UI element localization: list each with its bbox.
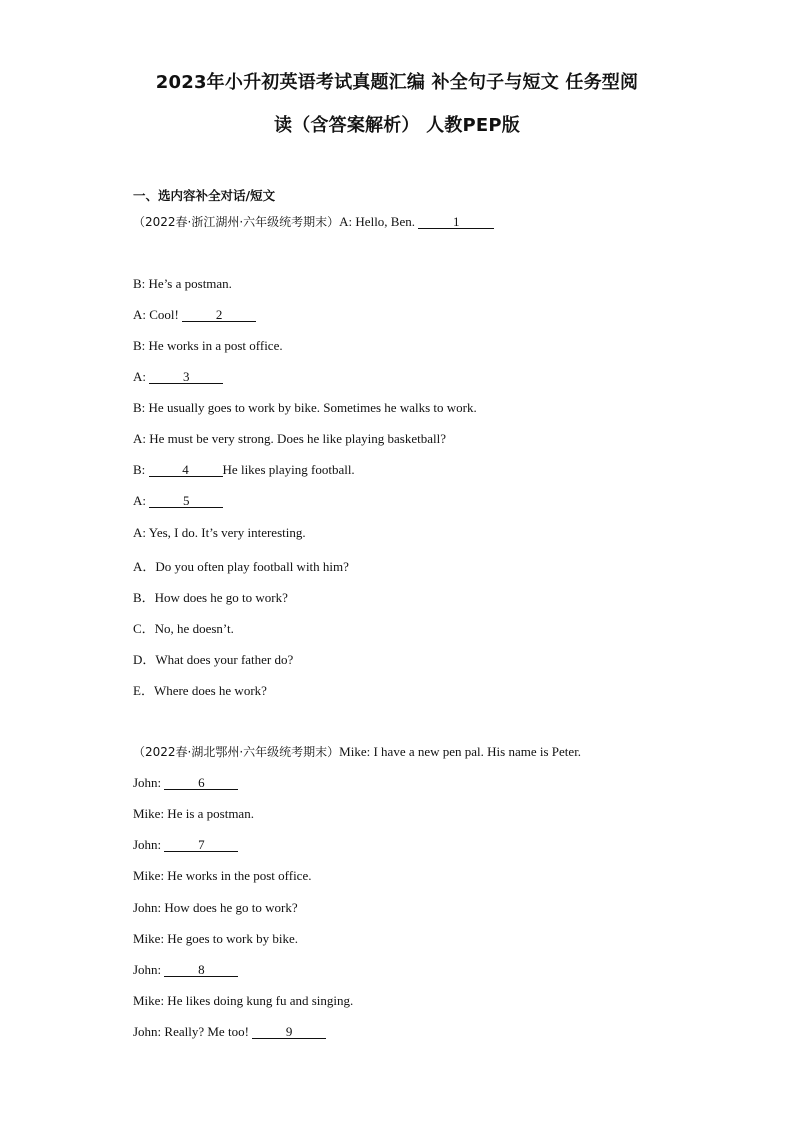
dialogue-line xyxy=(133,493,223,509)
blank-1[interactable]: 1 xyxy=(418,215,494,229)
blank-3[interactable]: 3 xyxy=(149,370,223,384)
blank-9[interactable]: 9 xyxy=(252,1025,326,1039)
dialogue-line: A: He must be very strong. Does he like playing basketball? xyxy=(133,431,447,446)
blank-5[interactable]: 5 xyxy=(149,494,223,508)
q2-intro-text: Mike: I have a new pen pal. His name is Peter. xyxy=(339,744,582,759)
dialogue-line: B: He usually goes to work by bike. Sometimes he walks to work. xyxy=(133,400,477,415)
dialogue-line: John: How does he go to work? xyxy=(133,900,298,915)
dialogue-line: A: Yes, I do. It’s very interesting. xyxy=(133,525,306,540)
dialogue-line xyxy=(133,307,256,323)
dialogue-text: He likes playing football. xyxy=(222,462,355,477)
dialogue-text: B: xyxy=(133,462,149,477)
document-title-line-1: 2023年小升初英语考试真题汇编 补全句子与短文 任务型阅 xyxy=(155,72,639,93)
dialogue-text: A: xyxy=(133,369,150,384)
blank-2[interactable]: 2 xyxy=(182,308,256,322)
answer-option-c[interactable]: C．No, he doesn’t. xyxy=(133,621,234,636)
q1-intro-text: A: Hello, Ben. xyxy=(339,214,419,229)
q1-source: （2022春·浙江湖州·六年级统考期末） xyxy=(133,215,340,229)
dialogue-text: John: xyxy=(133,962,165,977)
blank-6[interactable]: 6 xyxy=(164,776,238,790)
section-heading: 一、选内容补全对话/短文 xyxy=(133,188,276,203)
dialogue-line: Mike: He works in the post office. xyxy=(133,868,312,883)
dialogue-line: Mike: He likes doing kung fu and singing. xyxy=(133,993,354,1008)
dialogue-text: A: Cool! xyxy=(133,307,183,322)
blank-4[interactable]: 4 xyxy=(149,463,223,477)
dialogue-line xyxy=(133,1024,326,1040)
q2-source: （2022春·湖北鄂州·六年级统考期末） xyxy=(133,745,340,759)
dialogue-text: John: Really? Me too! xyxy=(133,1024,253,1039)
dialogue-line: B: He’s a postman. xyxy=(133,276,232,291)
document-title-line-2: 读（含答案解析） 人教PEP版 xyxy=(274,115,520,136)
dialogue-line xyxy=(133,369,223,385)
answer-option-a[interactable]: A．Do you often play football with him? xyxy=(133,559,349,574)
answer-option-e[interactable]: E．Where does he work? xyxy=(133,683,267,698)
answer-option-b[interactable]: B．How does he go to work? xyxy=(133,590,288,605)
dialogue-line xyxy=(133,962,238,978)
dialogue-text: A: xyxy=(133,493,150,508)
dialogue-line: Mike: He is a postman. xyxy=(133,806,254,821)
q2-intro-line xyxy=(133,743,581,760)
dialogue-text: John: xyxy=(133,775,165,790)
dialogue-text: John: xyxy=(133,837,165,852)
dialogue-line xyxy=(133,462,355,478)
dialogue-line xyxy=(133,837,238,853)
q1-intro-line xyxy=(133,213,494,230)
blank-8[interactable]: 8 xyxy=(164,963,238,977)
dialogue-line: Mike: He goes to work by bike. xyxy=(133,931,299,946)
dialogue-line xyxy=(133,775,238,791)
blank-7[interactable]: 7 xyxy=(164,838,238,852)
dialogue-line: B: He works in a post office. xyxy=(133,338,283,353)
answer-option-d[interactable]: D．What does your father do? xyxy=(133,652,294,667)
